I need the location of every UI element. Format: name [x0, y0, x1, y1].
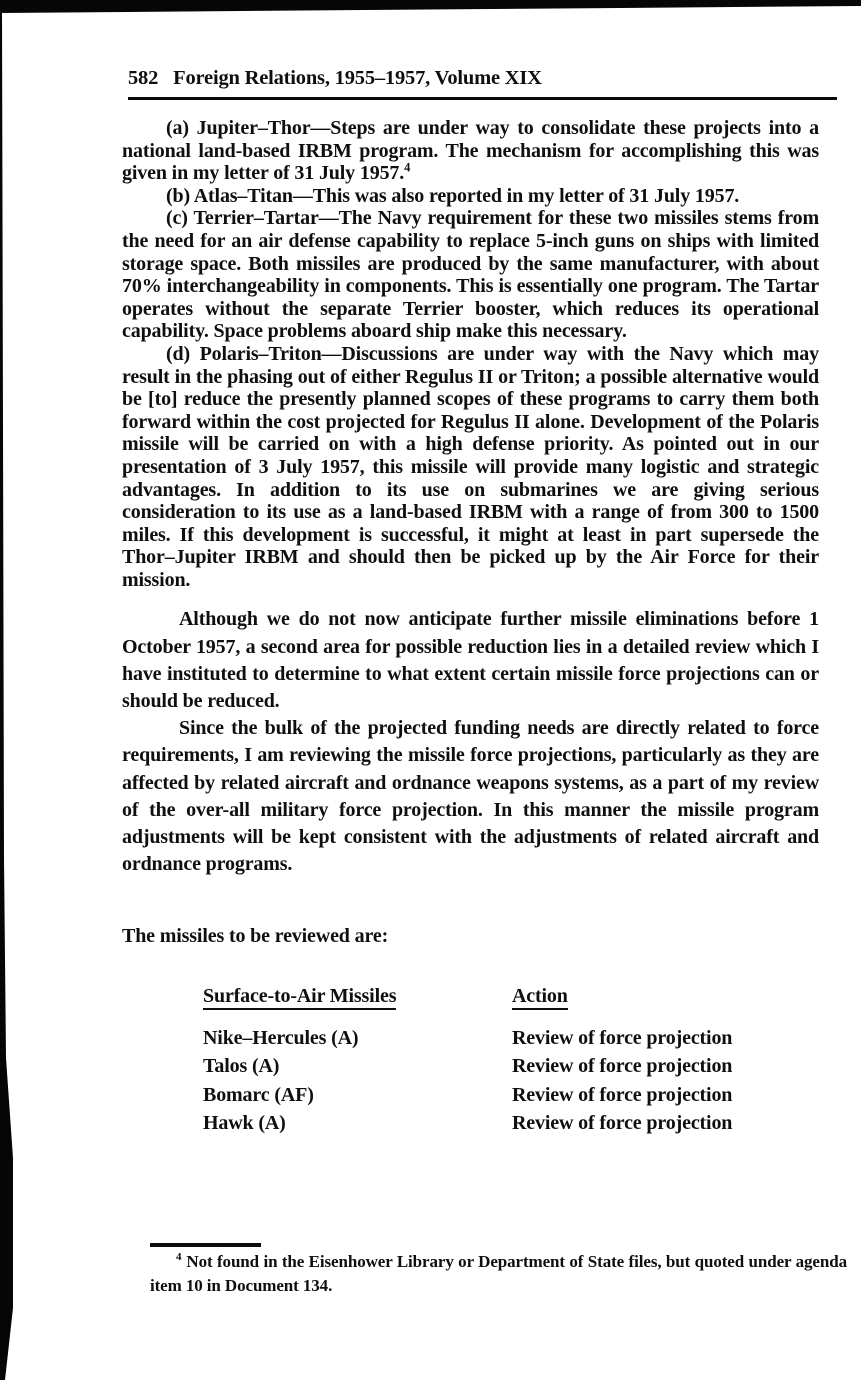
paragraph-although: Although we do not now anticipate further missile eliminations before 1 October 1957, a second area for possible reduction lies in a detailed review which I have instituted to determine to what extent certain missile force projections can or should be reduced.: [122, 608, 819, 713]
page-number: 582: [128, 67, 159, 89]
paragraph-d: (d) Polaris–Triton—Discussions are under way with the Navy which may result in the phasing out of either Regulus II or Triton; a possible alternative would be [to] reduce the presently planned scopes of these programs to carry them both forward within the cost projected for Regulus II alone. Development of the Polaris missile will be carried on with a high defense priority. As pointed out in our presentation of 3 July 1957, this missile will provide many logistic and strategic advantages. In addition to its use on submarines we are giving serious consideration to its use as a land-based IRBM with a range of from 300 to 1500 miles. If this development is successful, it might at least in part supersede the Thor–Jupiter IRBM and should then be picked up by the Air Force for their mission.: [122, 342, 819, 591]
missile-name: Nike–Hercules (A): [203, 1026, 359, 1049]
footnote-reference-4: 4: [404, 160, 411, 175]
scan-edge-left: [0, 8, 16, 1380]
footnote-separator: [150, 1243, 261, 1247]
paragraph-since: Since the bulk of the projected funding needs are directly related to force requirements, I am reviewing the missile force projections, particularly as they are affected by related aircraft and ordnance weapons systems, as a part of my review of the over-all military force projection. In this manner the missile program adjustments will be kept consistent with the adjustments of related aircraft and ordnance programs.: [122, 717, 819, 876]
missile-action: Review of force projection: [512, 1055, 733, 1078]
table-row: [203, 1081, 819, 1110]
footnote-text: Not found in the Eisenhower Library or Department of State files, but quoted under agenda item 10 in Document 134.: [150, 1252, 847, 1295]
footnote-area: [150, 1243, 847, 1297]
footnote-marker: 4: [176, 1251, 182, 1264]
column-header-action: Action: [512, 985, 819, 1008]
page-body: [122, 117, 819, 1138]
running-header: [128, 67, 837, 100]
paragraph-a-text: (a) Jupiter–Thor—Steps are under way to consolidate these projects into a national land-based IRBM program. The mechanism for accomplishing this was given in my letter of 31 July 1957.: [122, 117, 819, 185]
missiles-table-header: [203, 985, 819, 1008]
footnote-4: [150, 1250, 847, 1297]
table-row: [203, 1024, 819, 1053]
scan-edge-top: [0, 0, 861, 14]
paragraph-c: (c) Terrier–Tartar—The Navy requirement for these two missiles stems from the need for an air defense capability to replace 5-inch guns on ships with limited storage space. Both missiles are produced by the same manufacturer, with about 70% interchangeability in components. This is essentially one program. The Tartar operates without the separate Terrier booster, which reduces its operational capability. Space problems aboard ship make this necessary.: [122, 207, 819, 343]
missile-action: Review of force projection: [512, 1112, 733, 1135]
column-header-missiles: Surface-to-Air Missiles: [203, 985, 512, 1008]
missile-name: Talos (A): [203, 1055, 280, 1078]
volume-title: Foreign Relations, 1955–1957, Volume XIX: [173, 67, 542, 89]
missile-action: Review of force projection: [512, 1026, 733, 1049]
paragraph-a: [122, 117, 819, 185]
missiles-intro: The missiles to be reviewed are:: [122, 924, 389, 947]
table-row: [203, 1052, 819, 1081]
missile-name: Hawk (A): [203, 1112, 286, 1135]
table-row: [203, 1109, 819, 1138]
missile-name: Bomarc (AF): [203, 1083, 314, 1106]
missile-action: Review of force projection: [512, 1083, 733, 1106]
paragraph-b: (b) Atlas–Titan—This was also reported in my letter of 31 July 1957.: [166, 184, 740, 207]
missiles-table: [203, 985, 819, 1138]
